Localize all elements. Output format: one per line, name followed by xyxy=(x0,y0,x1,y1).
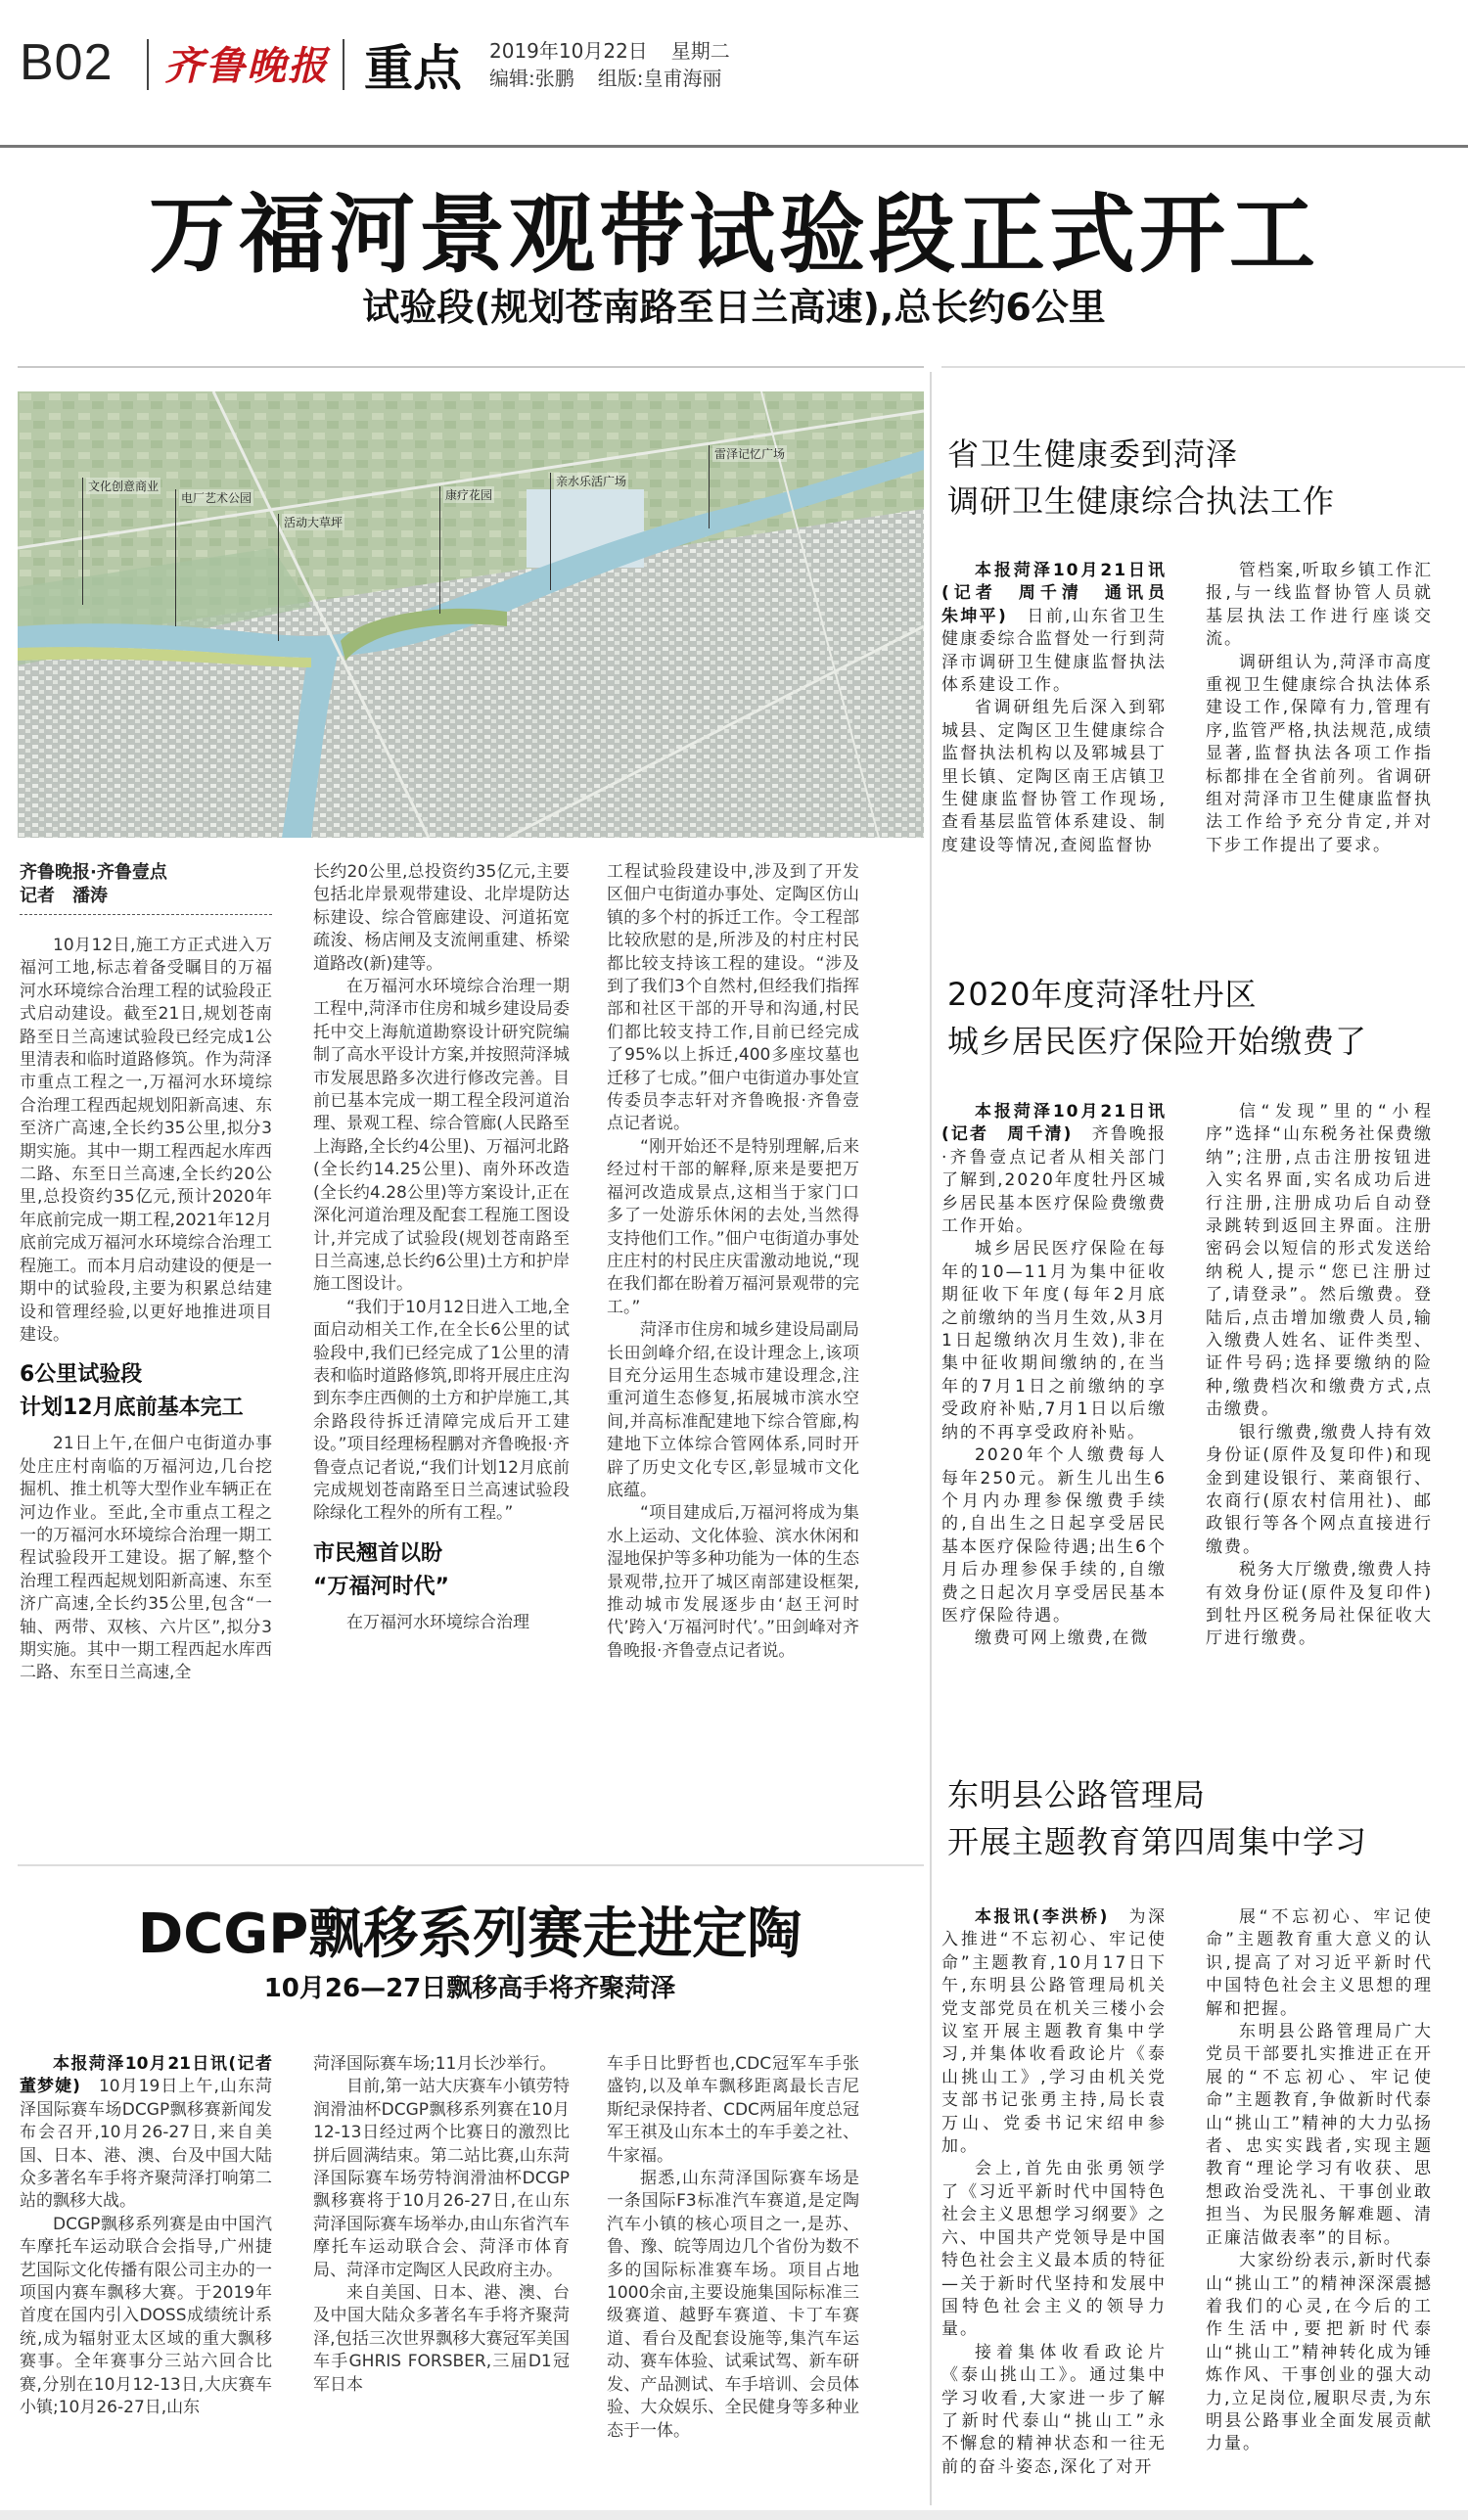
paragraph: “我们于10月12日进入工地,全面启动相关工作,在全长6公里的试验段中,我们已经完成了1公里的清表和临时道路修筑,即将开展庄庄沟到东李庄西侧的土方和护岸施工,其余路段待拆迁清障完成后开工建设。”项目经理杨程鹏对齐鲁晚报·齐鲁壹点记者说,“我们计划12月底前完成规划苍南路至日兰高速试验段除绿化工程外的所有工程。” xyxy=(313,1297,570,1524)
main-headline: 万福河景观带试验段正式开工 xyxy=(148,184,1319,285)
subheading-line: 6公里试验段 xyxy=(20,1362,143,1388)
article-reporter: 记者 潘涛 xyxy=(20,886,108,906)
right-article-health-col-a xyxy=(941,560,1185,857)
right-article-highway xyxy=(947,1771,1461,1865)
subheading-line: 市民翘首以盼 xyxy=(313,1540,443,1566)
paragraph-text: 10月19日上午,山东菏泽国际赛车场DCGP飘移赛新闻发布会召开,10月26-27日,来自美国、日本、港、澳、台及中国大陆众多著名车手将齐聚菏泽打响第二站的飘移大战。 xyxy=(20,2077,272,2212)
right-article-insurance-col-a xyxy=(941,1101,1167,1651)
paragraph: 展“不忘初心、牢记使命”主题教育重大意义的认识,提高了对习近平新时代中国特色社会主义思想的理解和把握。 xyxy=(1206,1907,1433,2019)
byline-divider xyxy=(20,914,272,915)
paragraph xyxy=(941,1101,1167,1238)
issue-weekday: 星期二 xyxy=(670,39,730,63)
paragraph: 管档案,听取乡镇工作汇报,与一线监督协管人员就基层执法工作进行座谈交流。 xyxy=(1206,561,1433,650)
top-rule xyxy=(0,145,1468,148)
headline-rule xyxy=(18,366,924,368)
paragraph xyxy=(941,1906,1167,2158)
right-article-insurance-col-b xyxy=(1206,1101,1433,1651)
article-source: 齐鲁晚报·齐鲁壹点 xyxy=(20,862,167,883)
paragraph: 城乡居民医疗保险在每年的10—11月为集中征收期征收下年度(每年2月底之前缴纳的当月生效,从3月1日起缴纳次月生效),非在集中征收期间缴纳的,在当年的7月1日之前缴纳的享受政府补贴,7月1日以后缴纳的不再享受政府补贴。 xyxy=(941,1239,1167,1443)
header-divider xyxy=(147,39,149,90)
paragraph: 接着集体收看政论片《泰山挑山工》。通过集中学习收看,大家进一步了解了新时代泰山“挑山工”永不懈怠的精神状态和一往无前的奋斗姿态,深化了对开 xyxy=(941,2342,1167,2477)
main-subheadline: 试验段(规划苍南路至日兰高速),总长约6公里 xyxy=(362,286,1106,329)
paragraph: 长约20公里,总投资约35亿元,主要包括北岸景观带建设、北岸堤防达标建设、综合管廊建设、河道拓宽疏浚、杨店闸及支流闸重建、桥梁道路改(新)建等。 xyxy=(313,862,570,974)
paragraph: 来自美国、日本、港、澳、台及中国大陆众多著名车手将齐聚菏泽,包括三次世界飘移大赛冠军美国车手GHRIS FORSBER,三届D1冠军日本 xyxy=(313,2283,570,2395)
paragraph: 据悉,山东菏泽国际赛车场是一条国际F3标准汽车赛道,是定陶汽车小镇的核心项目之一,是苏、鲁、豫、皖等周边几个省份为数不多的国际标准赛车场。项目占地1000余亩,主要设施集国际标准三级赛道、越野车赛道、卡丁车赛道、看台及配套设施等,集汽车运动、赛车体验、试乘试驾、新车研发、产品测试、车手培训、会员体验、大众娱乐、全民健身等多种业态于一体。 xyxy=(607,2169,859,2441)
paragraph: 工程试验段建设中,涉及到了开发区佃户屯街道办事处、定陶区仿山镇的多个村的拆迁工作。令工程部比较欣慰的是,所涉及的村庄村民都比较支持该工程的建设。“涉及到了我们3个自然村,但经我们指挥部和社区干部的开导和沟通,村民们都比较支持工作,目前已经完成了95%以上拆迁,400多座坟墓也迁移了七成。”佃户屯街道办事处宣传委员李志轩对齐鲁晚报·齐鲁壹点记者说。 xyxy=(607,862,859,1134)
paragraph: 菏泽市住房和城乡建设局副局长田剑峰介绍,在设计理念上,该项目充分运用生态城市建设理念,注重河道生态修复,拓展城市滨水空间,并高标准配建地下综合管廊,构建地下立体综合管网体系,同时开辟了历史文化专区,彰显城市文化底蕴。 xyxy=(607,1320,859,1500)
dateline: 本报菏泽10月21日讯(记者 董梦婕) xyxy=(20,2054,289,2097)
layout-credit: 组版:皇甫海丽 xyxy=(597,67,722,90)
headline-rule xyxy=(941,366,1465,368)
paragraph xyxy=(20,2053,289,2214)
page-bottom-edge xyxy=(0,2510,1468,2520)
dateline: 本报菏泽10月21日讯(记者 周千清 通讯员 朱坤平) xyxy=(941,561,1185,626)
paragraph: “项目建成后,万福河将成为集水上运动、文化体验、滨水休闲和湿地保护等多种功能为一体的生态景观带,拉开了城区南部建设框架,推动城市发展逐步由‘赵王河时代’跨入‘万福河时代’。”田剑峰对齐鲁晚报·齐鲁壹点记者说。 xyxy=(607,1503,859,1661)
paragraph: 东明县公路管理局广大党员干部要扎实推进正在开展的“不忘初心、牢记使命”主题教育,争做新时代泰山“挑山工”精神的大力弘扬者、忠实实践者,实现主题教育“理论学习有收获、思想政治受洗礼、干事创业敢担当、为民服务解难题、清正廉洁做表率”的目标。 xyxy=(1206,2022,1433,2248)
paragraph-text: 齐鲁晚报·齐鲁壹点记者从相关部门了解到,2020年度牡丹区城乡居民基本医疗保险费缴费工作开始。 xyxy=(941,1124,1168,1237)
right-article-insurance xyxy=(947,971,1461,1065)
editor-credit: 编辑:张鹏 xyxy=(489,67,574,90)
photo-label: 雷泽记忆广场 xyxy=(714,447,786,461)
paragraph: 在万福河水环境综合治理 xyxy=(346,1612,529,1632)
photo-leader-line xyxy=(278,514,279,641)
paragraph: 10月12日,施工方正式进入万福河工地,标志着备受瞩目的万福河水环境综合治理工程的试验段正式启动建设。截至21日,规划苍南路至日兰高速试验段已经完成1公里清表和临时道路修筑。作为菏泽市重点工程之一,万福河水环境综合治理工程西起规划阳新高速、东至济广高速,全长约35公里,拟分3期实施。其中一期工程西起水库西二路、东至日兰高速,全长约20公里,总投资约35亿元,预计2020年年底前完成一期工程,2021年12月底前完成万福河水环境综合治理工程施工。而本月启动建设的便是一期中的试验段,主要为积累总结建设和管理经验,以更好地推进项目建设。 xyxy=(20,936,272,1345)
paragraph: 信“发现”里的“小程序”选择“山东税务社保费缴纳”;注册,点击注册按钮进入实名界面,实名成功后进行注册,注册成功后自动登录跳转到返回主界面。注册密码会以短信的形式发送给纳税人,提示“您已注册过了,请登录”。然后缴费。登陆后,点击增加缴费人员,输入缴费人姓名、证件类型、证件号码;选择要缴纳的险种,缴费档次和缴费方式,点击缴费。 xyxy=(1206,1102,1433,1420)
photo-leader-line xyxy=(709,445,710,528)
right-article-health-col-b xyxy=(1206,560,1433,857)
paragraph: 车手日比野哲也,CDC冠军车手张盛钧,以及单车飘移距离最长吉尼斯纪录保持者、CDC两届年度总冠军王祺及山东本土的车手姜之社、牛家福。 xyxy=(607,2054,859,2166)
article-title: 开展主题教育第四周集中学习 xyxy=(947,1823,1368,1860)
issue-meta xyxy=(489,37,730,92)
dcgp-column-2 xyxy=(313,2053,570,2397)
column-divider xyxy=(930,372,932,2505)
article-title: 城乡居民医疗保险开始缴费了 xyxy=(947,1023,1368,1060)
photo-leader-line xyxy=(82,478,83,605)
paragraph: 菏泽国际赛车场;11月长沙举行。 xyxy=(313,2054,557,2074)
main-article-column-3 xyxy=(607,861,859,1663)
paragraph xyxy=(941,560,1185,697)
dcgp-column-3 xyxy=(607,2053,859,2443)
photo-label: 亲水乐活广场 xyxy=(556,475,627,488)
photo-label: 文化创意商业 xyxy=(88,480,160,493)
paragraph: 省调研组先后深入到郓城县、定陶区卫生健康综合监督执法机构以及郓城县丁里长镇、定陶区南王店镇卫生健康监督协管工作现场,查看基层监管体系建设、制度建设等情况,查阅监督协 xyxy=(941,698,1167,855)
photo-leader-line xyxy=(550,473,551,590)
paragraph: 目前,第一站大庆赛车小镇劳特润滑油杯DCGP飘移系列赛在10月12-13日经过两个比赛日的激烈比拼后圆满结束。第二站比赛,山东菏泽国际赛车场劳特润滑油杯DCGP飘移赛将于10月26-27日,在山东菏泽国际赛车场举办,由山东省汽车摩托车运动联合会、菏泽市体育局、菏泽市定陶区人民政府主办。 xyxy=(313,2077,570,2280)
photo-label: 活动大草坪 xyxy=(284,516,344,529)
article-title: 东明县公路管理局 xyxy=(947,1776,1207,1813)
subheading xyxy=(313,1537,570,1604)
photo-leader-line xyxy=(175,489,176,626)
paragraph: 会上,首先由张勇领学了《习近平新时代中国特色社会主义思想学习纲要》之六、中国共产党领导是中国特色社会主义最本质的特征—关于新时代坚持和发展中国特色社会主义的领导力量。 xyxy=(941,2159,1167,2340)
paragraph: 21日上午,在佃户屯街道办事处庄庄村南临的万福河边,几台挖掘机、推土机等大型作业车辆正在河边作业。至此,全市重点工程之一的万福河水环境综合治理一期工程试验段开工建设。据了解,整个治理工程西起规划阳新高速、东至济广高速,全长约35公里,包含“一轴、两带、双核、六片区”,拟分3期实施。其中一期工程西起水库西二路、东至日兰高速,全 xyxy=(20,1434,272,1683)
right-article-highway-col-b xyxy=(1206,1906,1433,2456)
aerial-rendering-photo xyxy=(18,391,924,838)
issue-date: 2019年10月22日 xyxy=(489,39,648,63)
header-divider xyxy=(343,39,344,90)
article-title: 省卫生健康委到菏泽 xyxy=(947,435,1239,473)
photo-leader-line xyxy=(439,486,440,614)
article-title: 2020年度菏泽牡丹区 xyxy=(947,976,1258,1013)
dcgp-headline: DCGP飘移系列赛走进定陶 xyxy=(137,1902,803,1966)
dcgp-subheadline: 10月26—27日飘移高手将齐聚菏泽 xyxy=(263,1974,676,2003)
paragraph: 缴费可网上缴费,在微 xyxy=(975,1628,1150,1649)
article-title: 调研卫生健康综合执法工作 xyxy=(947,482,1336,520)
photo-label: 电厂艺术公园 xyxy=(181,491,252,505)
right-article-health xyxy=(947,431,1461,525)
paragraph: 银行缴费,缴费人持有效身份证(原件及复印件)和现金到建设银行、莱商银行、农商行(原农村信用社)、邮政银行等各个网点直接进行缴费。 xyxy=(1206,1422,1433,1557)
paragraph: 2020年个人缴费每人每年250元。新生儿出生6个月内办理参保缴费手续的,自出生之日起享受居民基本医疗保险待遇;出生6个月后办理参保手续的,自缴费之日起次月享受居民基本医疗保险待遇。 xyxy=(941,1445,1167,1626)
page-number: B02 xyxy=(20,34,114,91)
dateline: 本报菏泽10月21日讯(记者 周千清) xyxy=(941,1102,1167,1145)
main-article-column-2 xyxy=(313,861,570,1634)
subheading-line: “万福河时代” xyxy=(313,1574,449,1599)
right-article-highway-col-a xyxy=(941,1906,1167,2479)
masthead-logo: 齐鲁晚报 xyxy=(164,43,329,89)
section-title: 重点 xyxy=(364,40,462,97)
paragraph: 税务大厅缴费,缴费人持有效身份证(原件及复印件)到牡丹区税务局社保征收大厅进行缴费。 xyxy=(1206,1560,1433,1649)
paragraph: 调研组认为,菏泽市高度重视卫生健康综合执法体系建设工作,保障有力,管理有序,监管严格,执法规范,成绩显著,监督执法各项工作指标都排在全省前列。省调研组对菏泽市卫生健康监督执法工作给予充分肯定,并对下步工作提出了要求。 xyxy=(1206,652,1433,855)
section-rule xyxy=(18,1864,924,1866)
dcgp-column-1 xyxy=(20,2053,289,2420)
paragraph-text: 为深入推进“不忘初心、牢记使命”主题教育,10月17日下午,东明县公路管理局机关党支部党员在机关三楼小会议室开展主题教育集中学习,并集体收看政论片《泰山挑山工》,学习由机关党支部书记张勇主持,局长袁万山、党委书记宋绍申参加。 xyxy=(941,1907,1167,2157)
subheading xyxy=(20,1358,272,1425)
main-article-column-1 xyxy=(20,861,272,1685)
subheading-line: 计划12月底前基本完工 xyxy=(20,1396,244,1421)
paragraph: DCGP飘移系列赛是由中国汽车摩托车运动联合会指导,广州捷艺国际文化传播有限公司主办的一项国内赛车飘移大赛。于2019年首度在国内引入DOSS成绩统计系统,成为辐射亚太区域的重大飘移赛事。全年赛事分三站六回合比赛,分别在10月12-13日,大庆赛车小镇;10月26-27日,山东 xyxy=(20,2214,272,2418)
paragraph: 大家纷纷表示,新时代泰山“挑山工”的精神深深震撼着我们的心灵,在今后的工作生活中,要把新时代泰山“挑山工”精神转化成为锤炼作风、干事创业的强大动力,立足岗位,履职尽责,为东明县公路事业全面发展贡献力量。 xyxy=(1206,2251,1433,2454)
paragraph: 在万福河水环境综合治理一期工程中,菏泽市住房和城乡建设局委托中交上海航道勘察设计研究院编制了高水平设计方案,并按照菏泽城市发展思路多次进行修改完善。目前已基本完成一期工程全段河道治理、景观工程、综合管廊(人民路至上海路,全长约4公里)、万福河北路(全长约14.25公里)、南外环改造(全长约4.28公里)等方案设计,正在深化河道治理及配套工程施工图设计,并完成了试验段(规划苍南路至日兰高速,总长约6公里)土方和护岸施工图设计。 xyxy=(313,977,570,1295)
paragraph: “刚开始还不是特别理解,后来经过村干部的解释,原来是要把万福河改造成景点,这相当于家门口多了一处游乐休闲的去处,当然得支持他们工作。”佃户屯街道办事处庄庄村的村民庄庆雷激动地说,“现在我们都在盼着万福河景观带的完工。” xyxy=(607,1136,859,1317)
photo-label: 康疗花园 xyxy=(445,488,493,502)
dateline: 本报讯(李洪桥) xyxy=(975,1907,1110,1927)
paragraph-text: 日前,山东省卫生健康委综合监督处一行到菏泽市调研卫生健康监督执法体系建设工作。 xyxy=(941,606,1168,696)
